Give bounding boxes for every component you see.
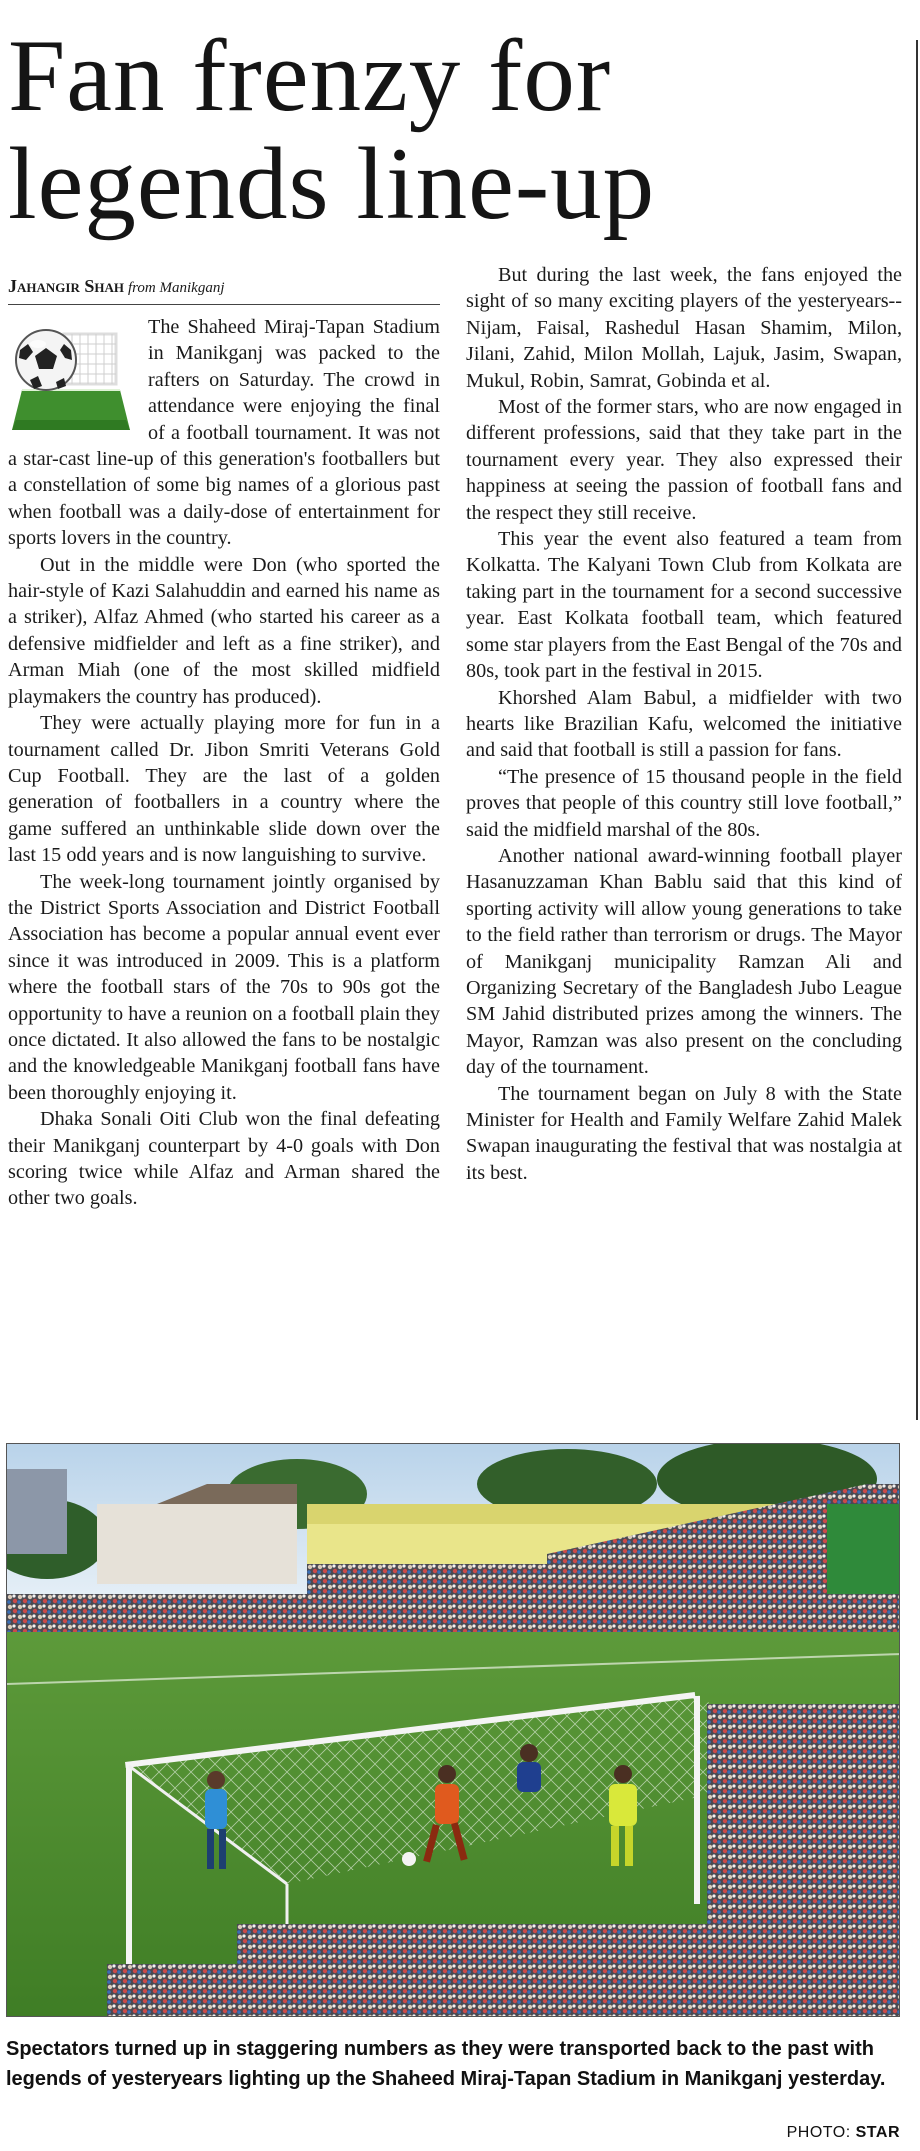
paragraph: Out in the middle were Don (who sported the hair-style of Kazi Salahuddin and earned his name as a striker), Alfaz Ahmed (who started his career as a defensive midfielder and left as a fine striker), and Arman Miah (one of the most skilled midfield playmakers the country has produced). [8, 553, 440, 708]
paragraph: This year the event also featured a team from Kolkatta. The Kalyani Town Club from Kolkata are taking part in the tournament for a second successive year. East Kolkata football team, which featured some star players from the East Bengal of the 70s and 80s, took part in the festival in 2015. [466, 528, 902, 683]
paragraph: The week-long tournament jointly organised by the District Sports Association and District Football Association has become a popular annual event ever since it was introduced in 2009. This is a platform where the football stars of the 70s to 90s got the opportunity to have a reunion on a football plain they once dictated. It also allowed the fans to be nostalgic and the knowledgeable Manikganj football fans have been thoroughly enjoying it. [8, 870, 440, 1104]
paragraph: “The presence of 15 thousand people in the field proves that people of this country still love football,” said the midfield marshal of the 80s. [466, 765, 902, 841]
credit-source: STAR [855, 2124, 900, 2141]
paragraph: The tournament began on July 8 with the State Minister for Health and Family Welfare Zahid Malek Swapan inaugurating the festival that was nostalgia at its best. [466, 1082, 902, 1184]
article-column-left [8, 314, 440, 1212]
article-column-right [466, 262, 902, 1186]
photo-credit [787, 2124, 900, 2142]
headline-line-1: Fan frenzy for [8, 19, 612, 133]
paragraph: But during the last week, the fans enjoyed the sight of so many exciting players of the yesteryears-- Nijam, Faisal, Rashedul Hasan Shamim, Milon, Jilani, Zahid, Milon Mollah, Lajuk, Jasim, Swapan, Mukul, Robin, Samrat, Gobinda et al. [466, 264, 902, 392]
credit-label: PHOTO: [786, 2124, 851, 2141]
byline-location: from Manikganj [127, 280, 225, 296]
headline-line-2: legends line-up [8, 127, 656, 241]
football-goal-icon [8, 320, 134, 438]
photo-caption: Spectators turned up in staggering numbers as they were transported back to the past with legends of yesteryears lighting up the Shaheed Miraj-Tapan Stadium in Manikganj yesterday. [6, 2038, 886, 2090]
byline [8, 275, 440, 305]
paragraph: The Shaheed Miraj-Tapan Stadium in Manikganj was packed to the rafters on Saturday. The crowd in attendance were enjoying the final of a football tournament. It was not a star-cast line-up of this generation's footballers but a constellation of some big names of a glorious past when football was a daily-dose of entertainment for sports lovers in the country. [8, 316, 440, 550]
paragraph: Dhaka Sonali Oiti Club won the final defeating their Manikganj counterpart by 4-0 goals with Don scoring twice while Alfaz and Arman shared the other two goals. [8, 1108, 440, 1210]
paragraph: Another national award-winning football player Hasanuzzaman Khan Bablu said that this kind of sporting activity will allow young generations to take to the field rather than terrorism or drugs. The Mayor of Manikganj municipality Ramzan Ali and Organizing Secretary of the Bangladesh Jubo League SM Jahid distributed prizes among the winners. The Mayor, Ramzan was also present on the concluding day of the tournament. [466, 844, 902, 1079]
byline-author: Jahangir Shah [8, 276, 124, 296]
paragraph: Khorshed Alam Babul, a midfielder with two hearts like Brazilian Kafu, welcomed the initiative and said that football is still a passion for fans. [466, 686, 902, 762]
column-rule [916, 40, 918, 1420]
paragraph: They were actually playing more for fun in a tournament called Dr. Jibon Smriti Veterans Gold Cup Football. They are the last of a golden generation of footballers in a country where the game suffered an unthinkable slide down over the last 15 odd years and is now languishing to survive. [8, 712, 440, 867]
stadium-photo [6, 1443, 900, 2017]
paragraph: Most of the former stars, who are now engaged in different professions, said that they take part in the tournament every year. They also expressed their happiness at seeing the passion of football fans and the respect they still receive. [466, 396, 902, 524]
headline [8, 19, 908, 241]
